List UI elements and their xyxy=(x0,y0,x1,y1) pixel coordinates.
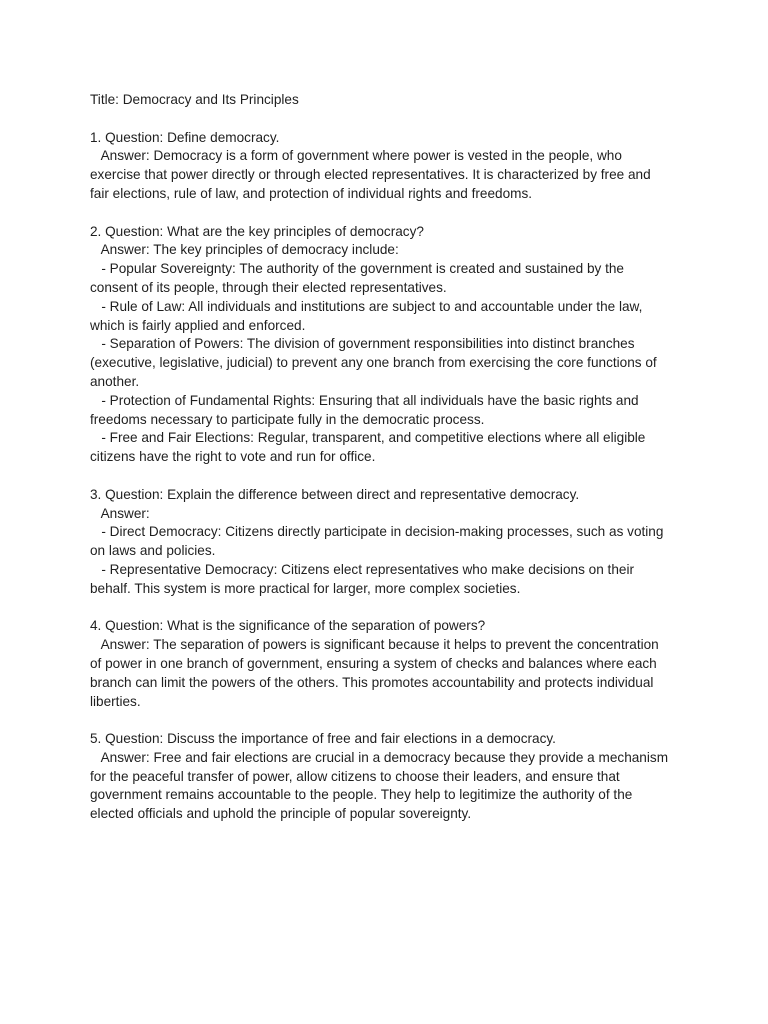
answer-line: Answer: Democracy is a form of government where power is vested in the people, who xyxy=(90,148,622,164)
qa-section-1 xyxy=(90,129,690,204)
answer-line: exercise that power directly or through elected representatives. It is characterized by free and xyxy=(90,167,651,183)
qa-section-4 xyxy=(90,617,690,711)
spacer xyxy=(90,204,690,223)
question-line: 5. Question: Discuss the importance of free and fair elections in a democracy. xyxy=(90,731,556,747)
answer-line: fair elections, rule of law, and protection of individual rights and freedoms. xyxy=(90,185,533,201)
answer-line: - Separation of Powers: The division of government responsibilities into distinct branches xyxy=(90,336,635,352)
question-line: 1. Question: Define democracy. xyxy=(90,129,280,145)
answer-line: - Direct Democracy: Citizens directly participate in decision-making processes, such as voting xyxy=(90,524,664,540)
spacer xyxy=(90,711,690,730)
answer-line: - Protection of Fundamental Rights: Ensuring that all individuals have the basic rights and xyxy=(90,392,639,408)
answer-line: Answer: Free and fair elections are crucial in a democracy because they provide a mechanism xyxy=(90,749,669,765)
answer-line: liberties. xyxy=(90,693,141,709)
answer-line: elected officials and uphold the principle of popular sovereignty. xyxy=(90,806,472,822)
answer-line: - Free and Fair Elections: Regular, transparent, and competitive elections where all eligible xyxy=(90,430,646,446)
answer-line: branch can limit the powers of the others. This promotes accountability and protects individual xyxy=(90,674,654,690)
spacer xyxy=(90,467,690,486)
qa-section-2 xyxy=(90,223,690,467)
answer-line: of power in one branch of government, ensuring a system of checks and balances where each xyxy=(90,655,657,671)
qa-section-3 xyxy=(90,486,690,599)
answer-line: - Representative Democracy: Citizens elect representatives who make decisions on their xyxy=(90,561,634,577)
answer-line: Answer: The key principles of democracy include: xyxy=(90,242,399,258)
answer-line: consent of its people, through their elected representatives. xyxy=(90,279,447,295)
document-title: Title: Democracy and Its Principles xyxy=(90,92,299,107)
document-page xyxy=(90,91,690,824)
answer-line: another. xyxy=(90,373,140,389)
answer-line: on laws and policies. xyxy=(90,543,216,559)
answer-line: freedoms necessary to participate fully in the democratic process. xyxy=(90,411,485,427)
answer-line: - Popular Sovereignty: The authority of the government is created and sustained by the xyxy=(90,261,624,277)
answer-line: government remains accountable to the people. They help to legitimize the authority of the xyxy=(90,787,633,803)
qa-section-5 xyxy=(90,730,690,824)
answer-line: for the peaceful transfer of power, allow citizens to choose their leaders, and ensure that xyxy=(90,768,620,784)
spacer xyxy=(90,110,690,129)
answer-line: citizens have the right to vote and run for office. xyxy=(90,449,376,465)
answer-line: (executive, legislative, judicial) to prevent any one branch from exercising the core functions of xyxy=(90,355,657,371)
answer-line: behalf. This system is more practical for larger, more complex societies. xyxy=(90,580,521,596)
answer-line: Answer: The separation of powers is significant because it helps to prevent the concentration xyxy=(90,637,659,653)
answer-line: - Rule of Law: All individuals and institutions are subject to and accountable under the law, xyxy=(90,298,643,314)
question-line: 3. Question: Explain the difference between direct and representative democracy. xyxy=(90,486,580,502)
question-line: 2. Question: What are the key principles of democracy? xyxy=(90,223,424,239)
answer-line: Answer: xyxy=(90,505,150,521)
spacer xyxy=(90,599,690,618)
question-line: 4. Question: What is the significance of the separation of powers? xyxy=(90,618,486,634)
answer-line: which is fairly applied and enforced. xyxy=(90,317,306,333)
